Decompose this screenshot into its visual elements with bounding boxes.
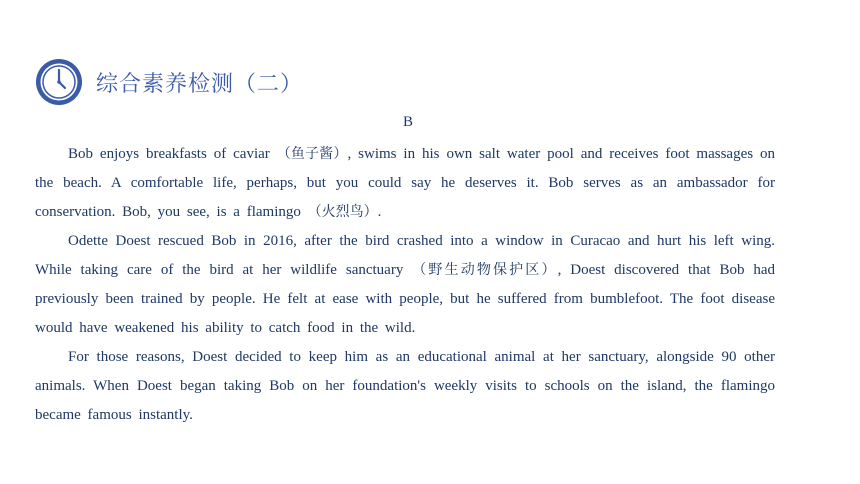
gloss-flamingo: （火烈鸟） — [307, 204, 378, 220]
gloss-caviar: （鱼子酱） — [276, 146, 348, 162]
page-title: 综合素养检测（二） — [96, 71, 304, 97]
paragraph-2 — [35, 227, 775, 343]
paragraph-1-text-c: . — [377, 204, 382, 220]
paragraph-1-text-b: , swims in his own salt water pool and receives foot massages on the beach. A comfortable life, perhaps, but you could say he deserves it. Bob serves as an ambassador for conservation. Bob, you see, is a flamingo — [35, 146, 776, 220]
paragraph-3 — [35, 343, 775, 430]
paragraph-1-text-a: Bob enjoys breakfasts of caviar — [68, 146, 277, 162]
paragraph-1 — [35, 140, 775, 227]
paragraph-2-text-b: , Doest discovered that Bob had previously been trained by people. He felt at ease with people, but he suffered from bumblefoot. The foot disease would have weakened his ability to catch food in the wild. — [35, 262, 776, 336]
section-letter: B — [402, 114, 413, 130]
paragraph-3-text-a: For those reasons, Doest decided to keep him as an educational animal at her sanctuary, alongside 90 other animals. When Doest began taking Bob on her foundation's weekly visits to schools on the island, the flamingo became famous instantly. — [35, 349, 775, 423]
clock-icon — [34, 57, 84, 107]
slide-header — [34, 57, 303, 107]
paragraph-2-text-a: Odette Doest rescued Bob in 2016, after the bird crashed into a window in Curacao and hurt his left wing. While taking care of the bird at her wildlife sanctuary — [35, 233, 775, 278]
reading-passage — [35, 140, 775, 430]
gloss-sanctuary: （野生动物保护区） — [412, 262, 558, 278]
